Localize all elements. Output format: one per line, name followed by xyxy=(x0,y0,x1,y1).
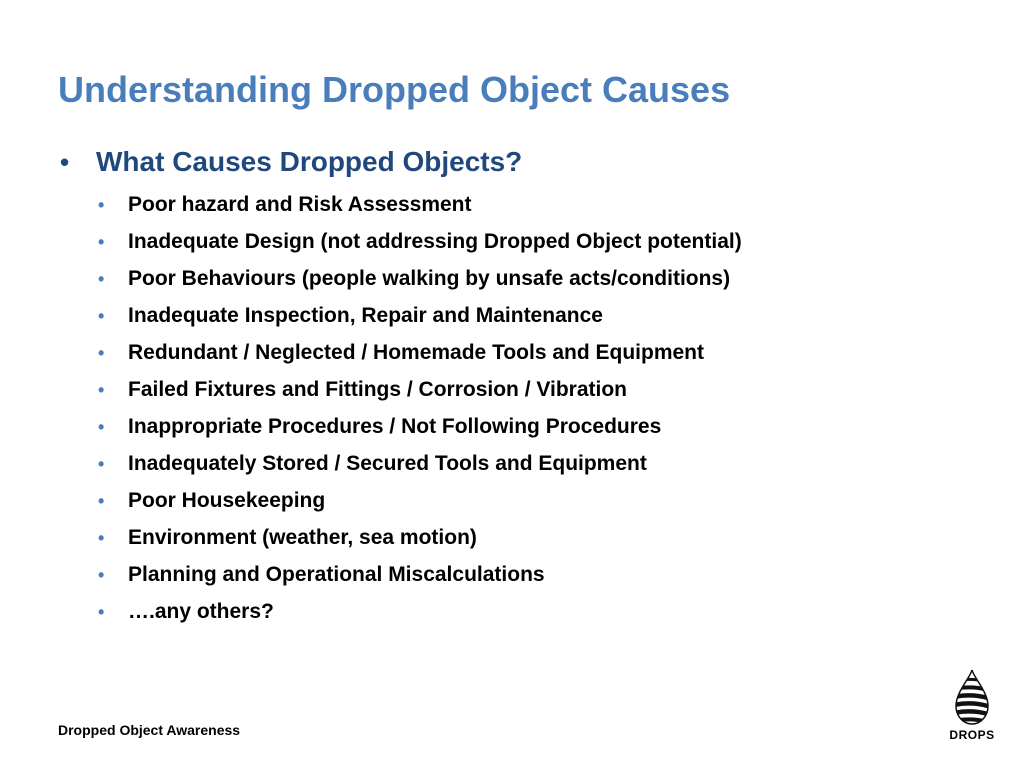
cause-text: Environment (weather, sea motion) xyxy=(128,526,477,549)
bullet-marker: • xyxy=(98,343,105,363)
cause-list-item xyxy=(98,260,742,297)
cause-list-item xyxy=(98,482,742,519)
cause-list-item xyxy=(98,519,742,556)
bullet-marker: • xyxy=(98,269,105,289)
main-bullet xyxy=(60,140,522,184)
cause-list-item xyxy=(98,445,742,482)
bullet-marker: • xyxy=(98,195,105,215)
cause-text: Failed Fixtures and Fittings / Corrosion / Vibration xyxy=(128,378,627,401)
cause-list-item xyxy=(98,297,742,334)
cause-list-item xyxy=(98,593,742,630)
bullet-marker: • xyxy=(98,417,105,437)
slide-title: Understanding Dropped Object Causes xyxy=(58,69,731,110)
bullet-marker: • xyxy=(98,232,105,252)
main-bullet-text: What Causes Dropped Objects? xyxy=(96,146,523,177)
cause-list-item xyxy=(98,408,742,445)
cause-list-item xyxy=(98,223,742,260)
main-bullet-marker: • xyxy=(60,147,70,177)
cause-text: Poor hazard and Risk Assessment xyxy=(128,193,472,216)
drops-drop-logo-icon xyxy=(940,668,1004,728)
cause-text: Inappropriate Procedures / Not Following Procedures xyxy=(128,415,662,438)
cause-text: Redundant / Neglected / Homemade Tools and Equipment xyxy=(128,341,705,364)
bullet-marker: • xyxy=(98,602,105,622)
bullet-marker: • xyxy=(98,565,105,585)
logo-text: DROPS xyxy=(949,728,995,742)
cause-text: ….any others? xyxy=(128,600,274,623)
bullet-marker: • xyxy=(98,528,105,548)
cause-text: Inadequately Stored / Secured Tools and Equipment xyxy=(128,452,647,475)
cause-list-item xyxy=(98,334,742,371)
cause-list xyxy=(98,186,742,630)
bullet-marker: • xyxy=(98,491,105,511)
footer-text: Dropped Object Awareness xyxy=(58,722,241,738)
bullet-marker: • xyxy=(98,454,105,474)
cause-text: Inadequate Inspection, Repair and Maintenance xyxy=(128,304,603,327)
cause-text: Poor Housekeeping xyxy=(128,489,326,512)
bullet-marker: • xyxy=(98,380,105,400)
drops-logo xyxy=(940,668,1004,744)
cause-list-item xyxy=(98,371,742,408)
bullet-marker: • xyxy=(98,306,105,326)
cause-list-item xyxy=(98,186,742,223)
cause-text: Planning and Operational Miscalculations xyxy=(128,563,545,586)
cause-text: Inadequate Design (not addressing Dropped Object potential) xyxy=(128,230,742,253)
cause-text: Poor Behaviours (people walking by unsafe acts/conditions) xyxy=(128,267,731,290)
cause-list-item xyxy=(98,556,742,593)
